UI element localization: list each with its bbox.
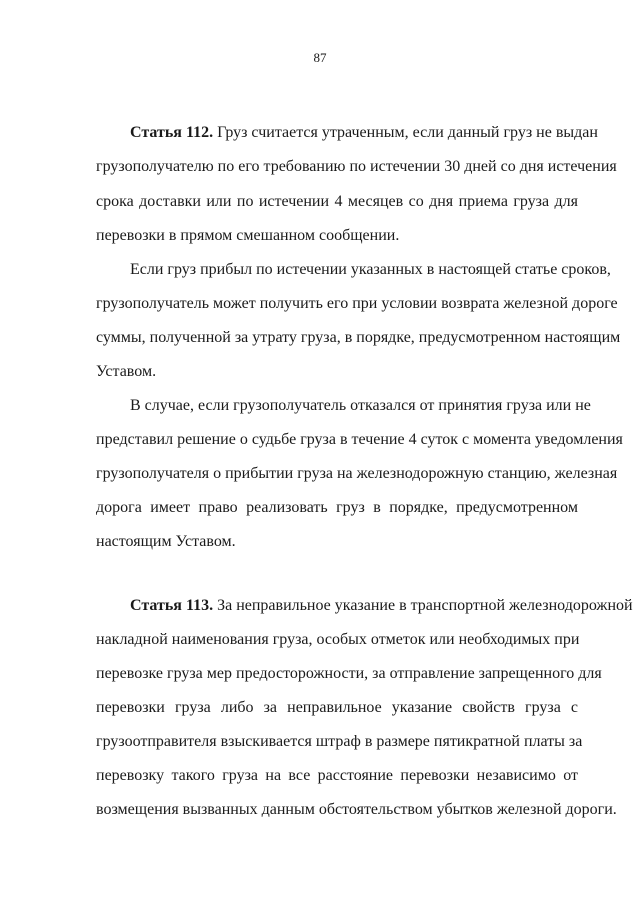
article-113-text-1: За неправильное указание в транспортной железнодорожной bbox=[217, 597, 633, 614]
article-113-heading: Статья 113. bbox=[130, 597, 214, 614]
article-113-line-4: перевозки груза либо за неправильное указание свойств груза с bbox=[96, 699, 578, 716]
article-112-line-1 bbox=[130, 123, 598, 143]
article-112-text-1: Груз считается утраченным, если данный груз не выдан bbox=[217, 124, 598, 141]
article-112-p3-line-4: дорога имеет право реализовать груз в порядке, предусмотренном bbox=[96, 499, 578, 516]
article-113-line-3: перевозке груза мер предосторожности, за отправление запрещенного для bbox=[96, 665, 602, 682]
article-112-p3-line-2: представил решение о судьбе груза в течение 4 суток с момента уведомления bbox=[96, 431, 623, 448]
article-112-p3-line-1: В случае, если грузополучатель отказался от принятия груза или не bbox=[130, 397, 591, 414]
article-113-line-5: грузоотправителя взыскивается штраф в размере пятикратной платы за bbox=[96, 733, 583, 750]
article-112-p3-line-5: настоящим Уставом. bbox=[96, 533, 236, 550]
article-112-p2-line-1: Если груз прибыл по истечении указанных в настоящей статье сроков, bbox=[130, 261, 611, 278]
page-number: 87 bbox=[313, 50, 327, 65]
article-112-p2-line-2: грузополучатель может получить его при условии возврата железной дороге bbox=[96, 295, 618, 312]
article-113-line-1 bbox=[130, 596, 633, 616]
article-112-p2-line-3: суммы, полученной за утрату груза, в порядке, предусмотренном настоящим bbox=[96, 329, 621, 346]
article-112-line-2: грузополучателю по его требованию по истечении 30 дней со дня истечения bbox=[96, 158, 617, 175]
article-113-line-7: возмещения вызванных данным обстоятельством убытков железной дороги. bbox=[96, 801, 617, 818]
article-112-line-4: перевозки в прямом смешанном сообщении. bbox=[96, 227, 400, 244]
article-112-p2-line-4: Уставом. bbox=[96, 363, 157, 380]
article-113-line-2: накладной наименования груза, особых отметок или необходимых при bbox=[96, 631, 580, 648]
article-112-p3-line-3: грузополучателя о прибытии груза на железнодорожную станцию, железная bbox=[96, 465, 618, 482]
article-112-line-3: срока доставки или по истечении 4 месяцев со дня приема груза для bbox=[96, 193, 578, 210]
article-112-heading: Статья 112. bbox=[130, 124, 214, 141]
article-113-line-6: перевозку такого груза на все расстояние перевозки независимо от bbox=[96, 767, 578, 784]
